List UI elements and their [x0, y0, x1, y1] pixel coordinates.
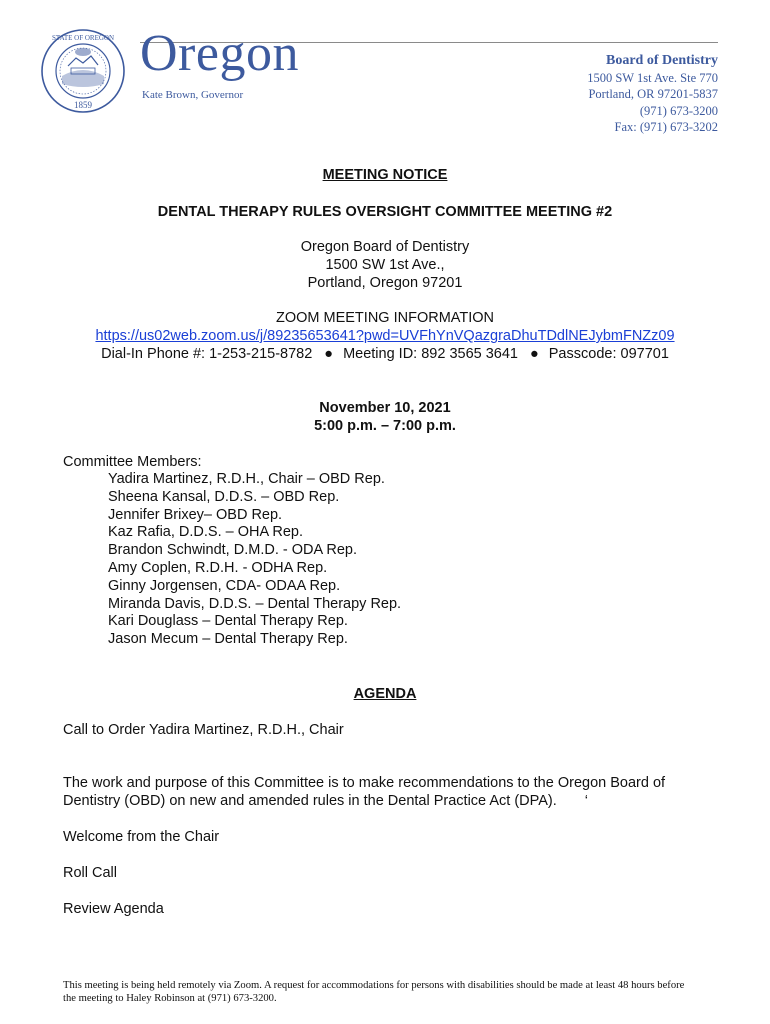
governor-line: Kate Brown, Governor	[142, 89, 244, 101]
zoom-dial-row	[0, 345, 770, 363]
dial-in-phone: Dial-In Phone #: 1-253-215-8782	[101, 346, 313, 362]
state-seal-icon	[40, 28, 126, 114]
agenda-item-welcome: Welcome from the Chair	[63, 829, 220, 845]
bullet-icon: ●	[530, 346, 539, 362]
committee-member: Sheena Kansal, D.D.S. – OBD Rep.	[108, 488, 340, 505]
committee-member: Jason Mecum – Dental Therapy Rep.	[108, 631, 348, 648]
location-city: Portland, Oregon 97201	[307, 275, 463, 291]
notice-heading	[0, 166, 770, 184]
agenda-item-roll-call: Roll Call	[63, 865, 117, 881]
meeting-date: November 10, 2021	[319, 400, 451, 416]
purpose-line-2-text: Dentistry (OBD) on new and amended rules in the Dental Practice Act (DPA).	[63, 793, 557, 809]
seal-year: 1859	[74, 100, 92, 110]
purpose-line-2	[63, 792, 588, 810]
committee-member: Kari Douglass – Dental Therapy Rep.	[108, 613, 348, 630]
footer-line-2: the meeting to Haley Robinson at (971) 673-3200.	[63, 993, 277, 1004]
committee-member-list	[108, 471, 401, 649]
agency-phone: (971) 673-3200	[639, 103, 718, 118]
zoom-heading: ZOOM MEETING INFORMATION	[275, 310, 495, 326]
passcode: Passcode: 097701	[548, 346, 669, 362]
meeting-time: 5:00 p.m. – 7:00 p.m.	[314, 418, 456, 434]
meeting-title: DENTAL THERAPY RULES OVERSIGHT COMMITTEE MEETING #2	[157, 204, 613, 220]
committee-member: Amy Coplen, R.D.H. - ODHA Rep.	[108, 559, 328, 576]
oregon-wordmark: Oregon	[140, 25, 299, 82]
notice-heading-text: MEETING NOTICE	[322, 167, 448, 183]
agenda-item-review: Review Agenda	[63, 901, 164, 917]
location-name: Oregon Board of Dentistry	[300, 239, 470, 255]
agency-name: Board of Dentistry	[606, 53, 718, 68]
agenda-heading-text: AGENDA	[353, 686, 417, 702]
committee-member: Brandon Schwindt, D.M.D. - ODA Rep.	[108, 542, 358, 559]
committee-member: Ginny Jorgensen, CDA- ODAA Rep.	[108, 577, 341, 594]
purpose-line-1: The work and purpose of this Committee is to make recommendations to the Oregon Board of	[63, 775, 666, 791]
accommodation-footer	[63, 979, 731, 1005]
agency-address-line1: 1500 SW 1st Ave. Ste 770	[587, 70, 718, 85]
committee-member: Kaz Rafia, D.D.S. – OHA Rep.	[108, 524, 304, 541]
agency-fax: Fax: (971) 673-3202	[614, 120, 718, 134]
agency-address-block	[587, 53, 718, 136]
committee-member: Yadira Martinez, R.D.H., Chair – OBD Rep.	[108, 471, 385, 487]
agenda-heading	[0, 685, 770, 703]
zoom-link-row	[0, 327, 770, 345]
stray-mark: ‘	[584, 793, 588, 809]
call-to-order: Call to Order Yadira Martinez, R.D.H., Chair	[63, 722, 344, 738]
footer-line-1: This meeting is being held remotely via Zoom. A request for accommodations for persons with disabilities should be made at least 48 hours before	[63, 980, 685, 991]
zoom-link[interactable]: https://us02web.zoom.us/j/89235653641?pwd=UVFhYnVQazgraDhuTDdlNEJybmFNZz09	[95, 328, 675, 344]
committee-member: Jennifer Brixey– OBD Rep.	[108, 506, 283, 523]
meeting-id: Meeting ID: 892 3565 3641	[343, 346, 518, 362]
location-street: 1500 SW 1st Ave.,	[325, 257, 445, 273]
bullet-icon: ●	[324, 346, 334, 362]
seal-text-top: STATE OF OREGON	[51, 34, 115, 42]
committee-label: Committee Members:	[63, 454, 202, 470]
committee-member: Miranda Davis, D.D.S. – Dental Therapy Rep.	[108, 595, 402, 612]
agency-address-line2: Portland, OR 97201-5837	[588, 87, 718, 101]
